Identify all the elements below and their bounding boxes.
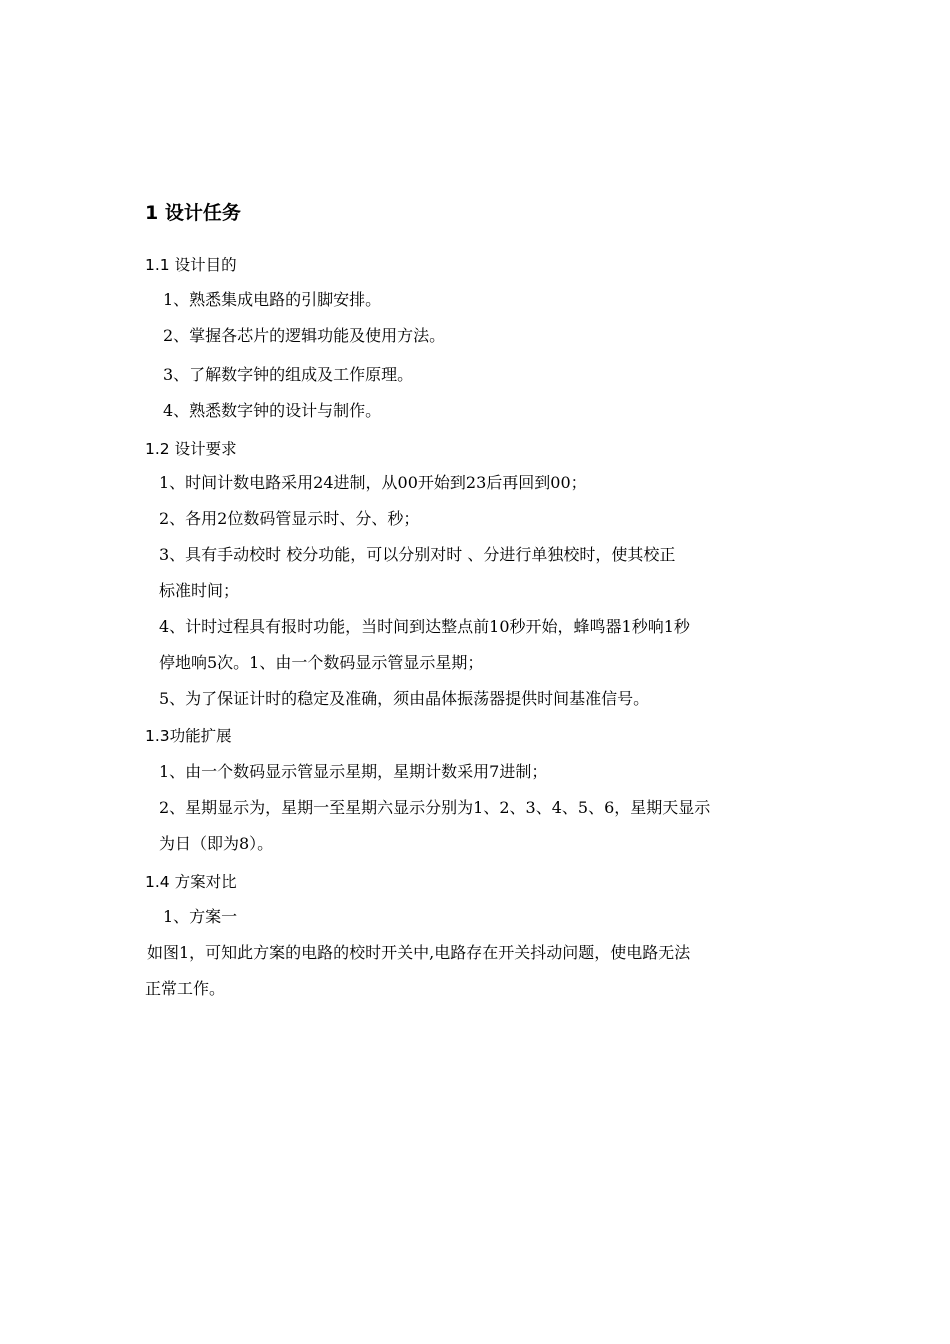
requirement-item-3-cont: 标准时间； bbox=[159, 581, 240, 600]
comparison-paragraph-cont: 正常工作。 bbox=[145, 979, 226, 998]
section-heading-1-3: 1.3功能扩展 bbox=[145, 727, 232, 745]
section-heading-1-4: 1.4 方案对比 bbox=[145, 873, 237, 891]
section-heading-1-2: 1.2 设计要求 bbox=[145, 440, 237, 458]
requirement-item-4: 4、计时过程具有报时功能，当时间到达整点前10秒开始，蜂鸣器1秒响1秒 bbox=[159, 617, 690, 636]
requirement-item-5: 5、为了保证计时的稳定及准确，须由晶体振荡器提供时间基准信号。 bbox=[159, 689, 650, 708]
requirement-item-2: 2、各用2位数码管显示时、分、秒； bbox=[159, 509, 420, 528]
comparison-paragraph: 如图1，可知此方案的电路的校时开关中,电路存在开关抖动问题，使电路无法 bbox=[147, 943, 691, 962]
extension-item-2: 2、星期显示为，星期一至星期六显示分别为1、2、3、4、5、6，星期天显示 bbox=[159, 798, 711, 817]
section-heading-1-1: 1.1 设计目的 bbox=[145, 256, 237, 274]
requirement-item-4-cont: 停地响5次。1、由一个数码显示管显示星期； bbox=[159, 653, 484, 672]
extension-item-1: 1、由一个数码显示管显示星期，星期计数采用7进制； bbox=[159, 762, 548, 781]
purpose-item-2: 2、掌握各芯片的逻辑功能及使用方法。 bbox=[163, 326, 446, 345]
comparison-item-1: 1、方案一 bbox=[163, 907, 238, 926]
purpose-item-1: 1、熟悉集成电路的引脚安排。 bbox=[163, 290, 382, 309]
purpose-item-4: 4、熟悉数字钟的设计与制作。 bbox=[163, 401, 382, 420]
chapter-title: 1 设计任务 bbox=[145, 202, 241, 224]
extension-item-2-cont: 为日（即为8）。 bbox=[159, 834, 274, 853]
requirement-item-1: 1、时间计数电路采用24进制，从00开始到23后再回到00； bbox=[159, 473, 587, 492]
purpose-item-3: 3、了解数字钟的组成及工作原理。 bbox=[163, 365, 414, 384]
requirement-item-3: 3、具有手动校时 校分功能，可以分别对时 、分进行单独校时，使其校正 bbox=[159, 545, 676, 564]
